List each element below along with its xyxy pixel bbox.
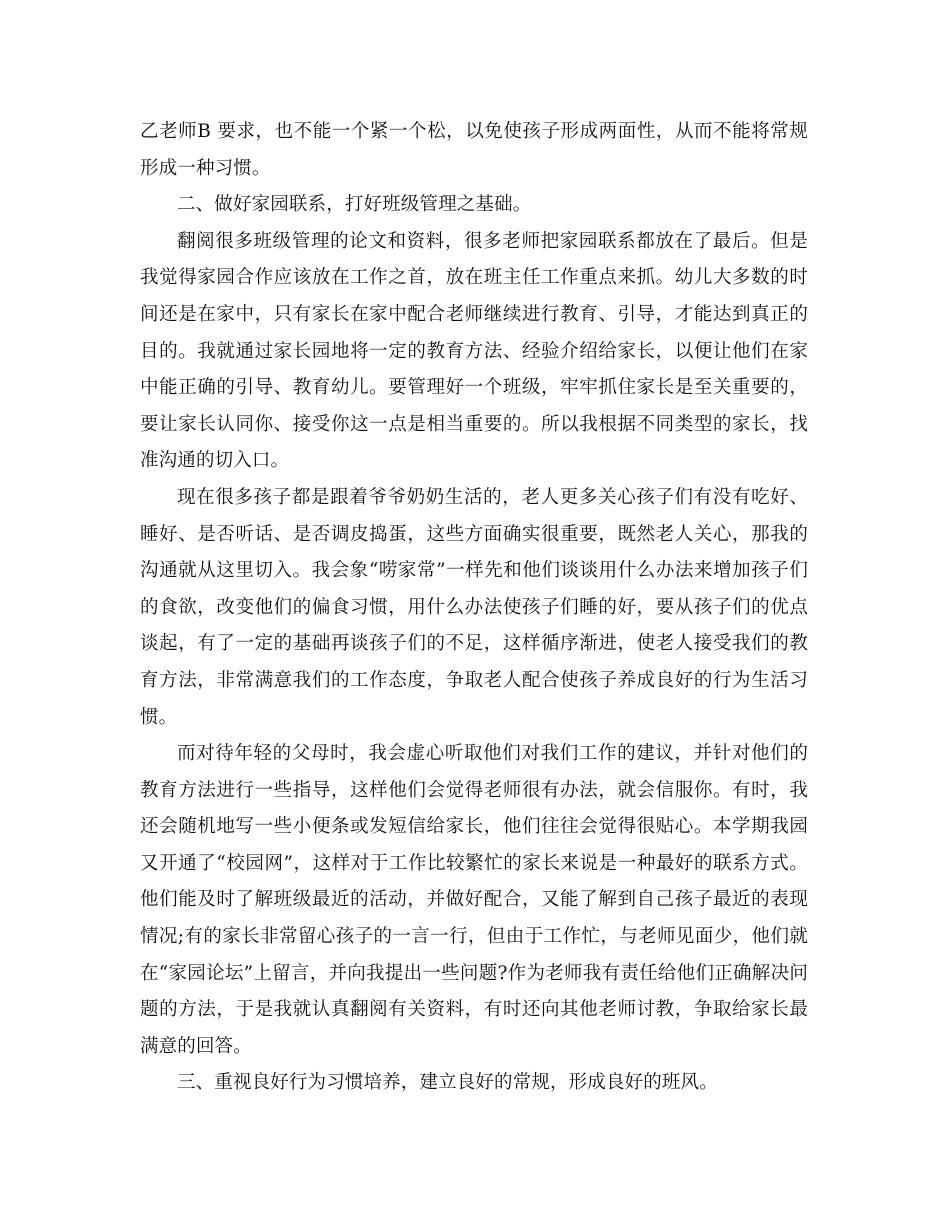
paragraph-continuation: 乙老师B 要求，也不能一个紧一个松，以免使孩子形成两面性，从而不能将常规形成一种习惯。 bbox=[140, 121, 808, 179]
paragraph-grandparents: 现在很多孩子都是跟着爷爷奶奶生活的，老人更多关心孩子们有没有吃好、睡好、是否听话、是否调皮捣蛋，这些方面确实很重要，既然老人关心，那我的沟通就从这里切入。我会象“唠家常”一样先和他们谈谈用什么办法来增加孩子们的食欲，改变他们的偏食习惯，用什么办法使孩子们睡的好，要从孩子们的优点谈起，有了一定的基础再谈孩子们的不足，这样循序渐进，使老人接受我们的教育方法，非常满意我们的工作态度，争取老人配合使孩子养成良好的行为生活习惯。 bbox=[140, 486, 808, 728]
paragraph-home-school-contact: 翻阅很多班级管理的论文和资料，很多老师把家园联系都放在了最后。但是我觉得家园合作应该放在工作之首，放在班主任工作重点来抓。幼儿大多数的时间还是在家中，只有家长在家中配合老师继续进行教育、引导，才能达到真正的目的。我就通过家长园地将一定的教育方法、经验介绍给家长，以便让他们在家中能正确的引导、教育幼儿。要管理好一个班级，牢牢抓住家长是至关重要的，要让家长认同你、接受你这一点是相当重要的。所以我根据不同类型的家长，找准沟通的切入口。 bbox=[140, 230, 808, 472]
paragraph-young-parents: 而对待年轻的父母时，我会虚心听取他们对我们工作的建议，并针对他们的教育方法进行一些指导，这样他们会觉得老师很有办法，就会信服你。有时，我还会随机地写一些小便条或发短信给家长，他们往往会觉得很贴心。本学期我园又开通了“校园网”，这样对于工作比较繁忙的家长来说是一种最好的联系方式。他们能及时了解班级最近的活动，并做好配合，又能了解到自己孩子最近的表现情况;有的家长非常留心孩子的一言一行，但由于工作忙，与老师见面少，他们就在“家园论坛”上留言，并向我提出一些问题?作为老师我有责任给他们正确解决问题的方法，于是我就认真翻阅有关资料，有时还向其他老师讨教，争取给家长最满意的回答。 bbox=[140, 743, 808, 1057]
document-body bbox=[140, 114, 808, 1102]
section-heading-3: 三、重视良好行为习惯培养，建立良好的常规，形成良好的班风。 bbox=[177, 1072, 718, 1094]
section-heading-2: 二、做好家园联系，打好班级管理之基础。 bbox=[177, 194, 532, 216]
